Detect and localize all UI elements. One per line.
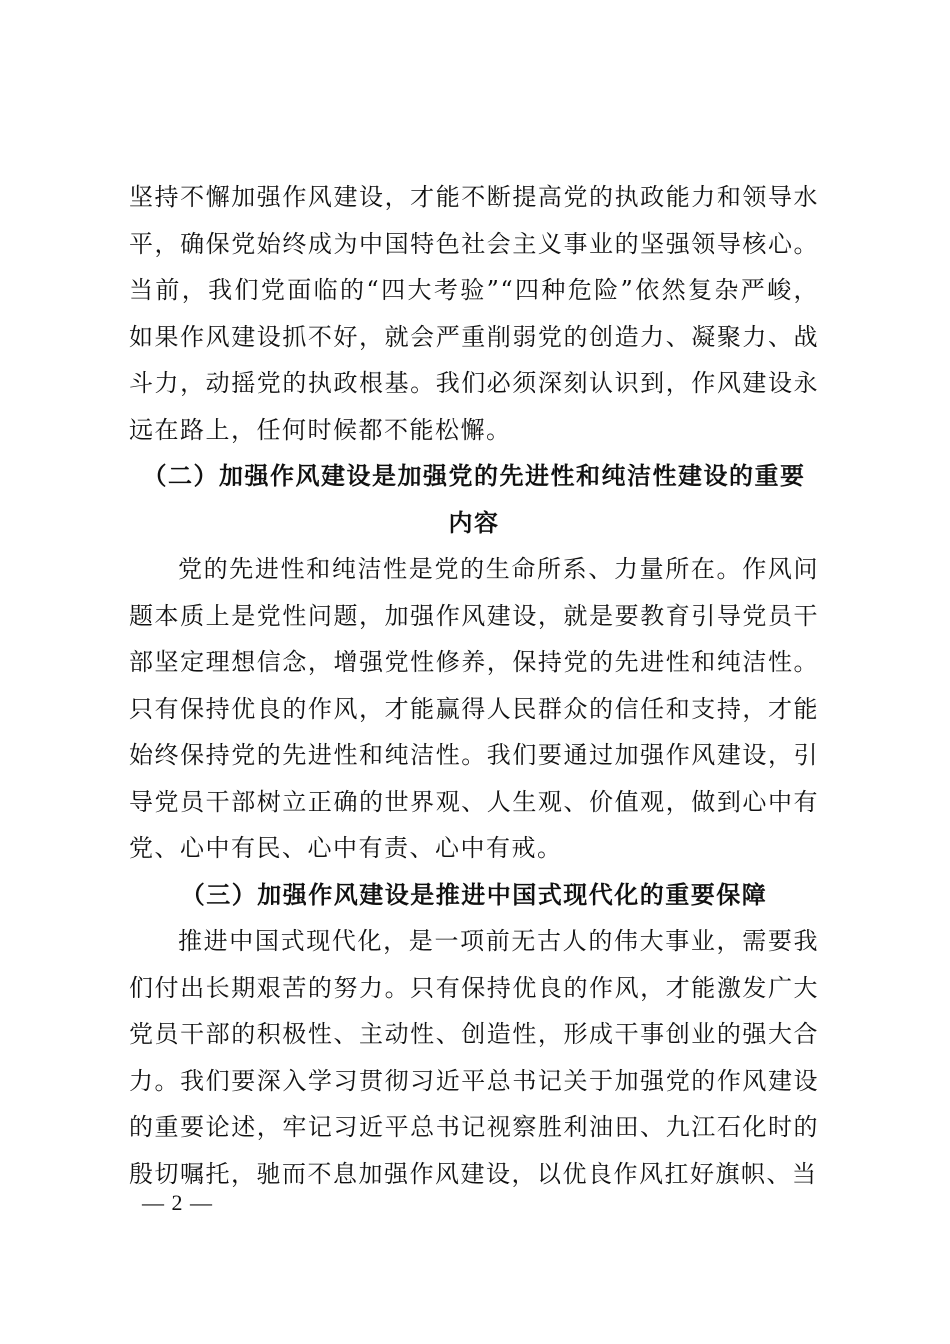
- section-2-paragraph: 党的先进性和纯洁性是党的生命所系、力量所在。作风问题本质上是党性问题，加强作风建设，就是要教育引导党员干部坚定理想信念，增强党性修养，保持党的先进性和纯洁性。只有保持优良的作风，才能赢得人民群众的信任和支持，才能始终保持党的先进性和纯洁性。我们要通过加强作风建设，引导党员干部树立正确的世界观、人生观、价值观，做到心中有党、心中有民、心中有责、心中有戒。: [129, 555, 819, 862]
- paragraph-continuation: 坚持不懈加强作风建设，才能不断提高党的执政能力和领导水平，确保党始终成为中国特色社会主义事业的坚强领导核心。当前，我们党面临的“四大考验”“四种危险”依然复杂严峻，如果作风建设抓不好，就会严重削弱党的创造力、凝聚力、战斗力，动摇党的执政根基。我们必须深刻认识到，作风建设永远在路上，任何时候都不能松懈。: [129, 183, 819, 444]
- page-number: — 2 —: [142, 1190, 213, 1215]
- section-heading-3: （三）加强作风建设是推进中国式现代化的重要保障: [180, 880, 768, 909]
- document-body: [129, 174, 819, 1197]
- section-heading-2: （二）加强作风建设是加强党的先进性和纯洁性建设的重要内容: [142, 462, 806, 537]
- section-3-paragraph: 推进中国式现代化，是一项前无古人的伟大事业，需要我们付出长期艰苦的努力。只有保持优良的作风，才能激发广大党员干部的积极性、主动性、创造性，形成干事创业的强大合力。我们要深入学习贯彻习近平总书记关于加强党的作风建设的重要论述，牢记习近平总书记视察胜利油田、九江石化时的殷切嘱托，驰而不息加强作风建设，以优良作风扛好旗帜、当: [129, 927, 819, 1188]
